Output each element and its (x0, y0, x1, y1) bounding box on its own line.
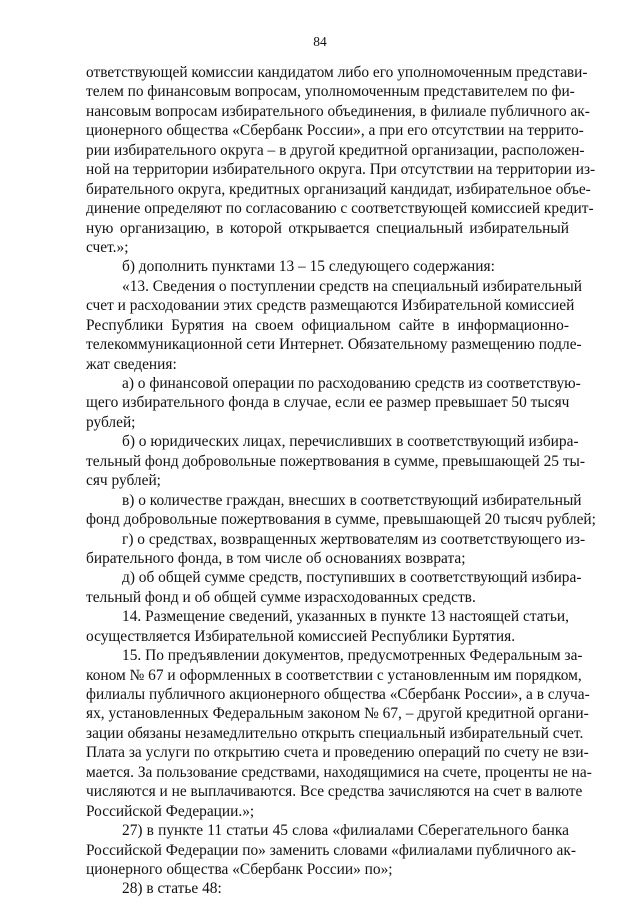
text-line: тельный фонд добровольные пожертвования в сумме, превышающей 25 ты- (86, 452, 586, 470)
text-line: бирательного округа, кредитных организаций кандидат, избирательное объе- (86, 180, 591, 198)
text-line: ной на территории избирательного округа. При отсутствии на территории из- (86, 161, 596, 179)
text-line: 15. По предъявлении документов, предусмотренных Федеральным за- (122, 647, 583, 665)
text-line: ответствующей комиссии кандидатом либо его уполномоченным представи- (86, 64, 588, 81)
text-line: сяч рублей; (86, 472, 161, 490)
text-line: динение определяют по согласованию с соответствующей комиссией кредит- (86, 200, 594, 218)
text-line: ную организацию, в которой открывается специальный избирательный (86, 219, 569, 237)
text-line: 27) в пункте 11 статьи 45 слова «филиалами Сберегательного банка (122, 822, 569, 840)
text-line: мается. За пользование средствами, находящимися на счете, проценты не на- (86, 763, 592, 781)
text-line: филиалы публичного акционерного общества «Сбербанк России», а в случа- (86, 686, 590, 703)
text-line: осуществляется Избирательной комиссией Республики Буртятия. (86, 627, 516, 645)
text-line: счет и расходовании этих средств размещаются Избирательной комиссией (86, 297, 575, 315)
text-line: в) о количестве граждан, внесших в соответствующий избирательный (122, 491, 582, 509)
text-line: коном № 67 и оформленных в соответствии с установленным им порядком, (86, 666, 582, 684)
text-line: д) об общей сумме средств, поступивших в соответствующий избира- (122, 569, 582, 587)
text-line: зации обязаны незамедлительно открыть специальный избирательный счет. (86, 724, 584, 742)
text-line: 14. Размещение сведений, указанных в пункте 13 настоящей статьи, (122, 608, 569, 626)
text-line: Плата за услуги по открытию счета и проведению операций по счету не взи- (86, 744, 589, 762)
text-line: ях, установленных Федеральным законом № 67, – другой кредитной органи- (86, 705, 589, 723)
text-line: г) о средствах, возвращенных жертвователям из соответствующего из- (122, 530, 586, 548)
document-body (86, 63, 596, 899)
text-line: телем по финансовым вопросам, уполномоченным представителем по фи- (86, 83, 575, 101)
text-line: Российской Федерации по» заменить словами «филиалами публичного ак- (86, 841, 576, 859)
text-line: жат сведения: (86, 355, 177, 373)
text-line: Российской Федерации.»; (86, 802, 255, 820)
page-number: 84 (313, 34, 327, 49)
text-line: счет.»; (86, 238, 129, 256)
text-line: щего избирательного фонда в случае, если ее размер превышает 50 тысяч (86, 394, 570, 412)
text-line: б) о юридических лицах, перечисливших в соответствующий избира- (122, 433, 579, 451)
text-line: фонд добровольные пожертвования в сумме, превышающей 20 тысяч рублей; (86, 511, 596, 529)
text-line: бирательного фонда, в том числе об основаниях возврата; (86, 549, 466, 567)
text-line: «13. Сведения о поступлении средств на специальный избирательный (122, 277, 582, 295)
text-line: б) дополнить пунктами 13 – 15 следующего содержания: (122, 258, 495, 276)
text-line: телекоммуникационной сети Интернет. Обязательному размещению подле- (86, 336, 582, 354)
text-line: а) о финансовой операции по расходованию средств из соответствую- (122, 375, 581, 392)
text-line: рублей; (86, 413, 136, 431)
text-line: Республики Бурятия на своем официальном сайте в информационно- (86, 316, 569, 334)
text-line: 28) в статье 48: (122, 880, 222, 898)
text-line: числяются и не выплачиваются. Все средства зачисляются на счет в валюте (86, 783, 583, 801)
text-line: нансовым вопросам избирательного объединения, в филиале публичного ак- (86, 102, 590, 120)
text-line: ционерного общества «Сбербанк России», а при его отсутствии на террито- (86, 122, 584, 140)
text-line: ционерного общества «Сбербанк России» по»; (86, 860, 393, 878)
text-line: тельный фонд и об общей сумме израсходованных средств. (86, 588, 476, 606)
text-line: рии избирательного округа – в другой кредитной организации, расположен- (86, 141, 585, 159)
